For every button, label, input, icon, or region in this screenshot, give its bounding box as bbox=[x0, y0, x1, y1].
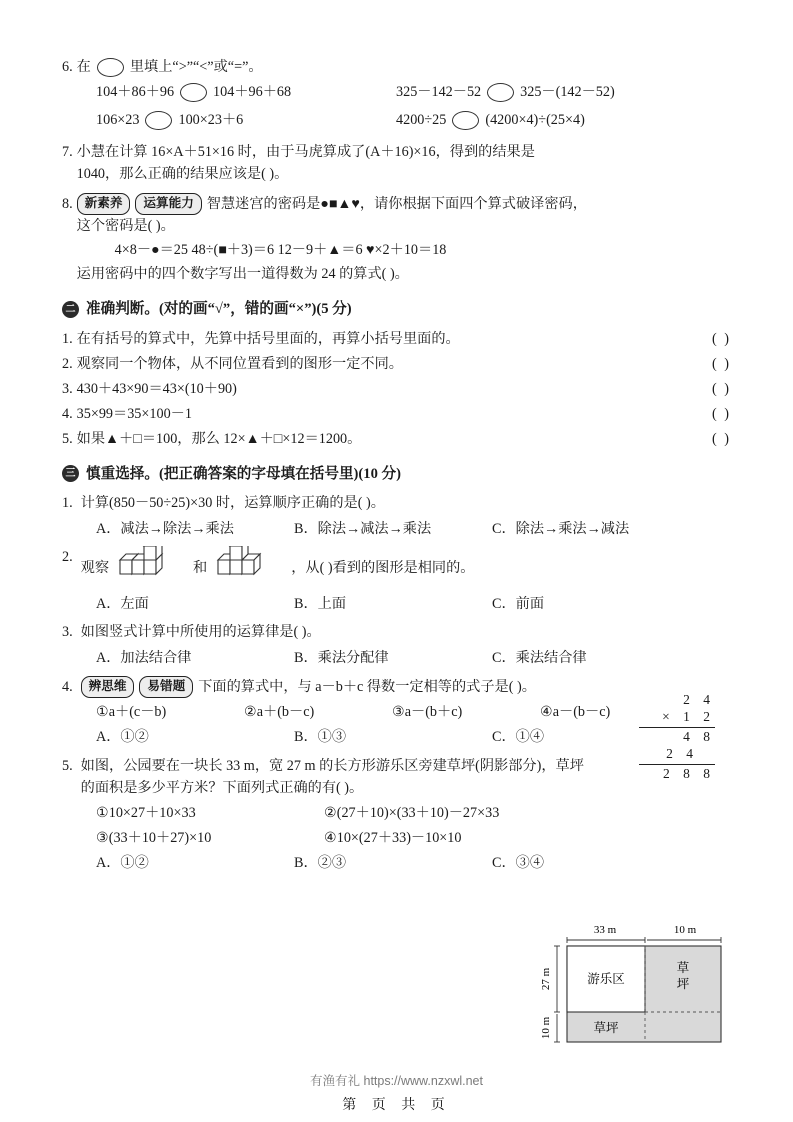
badge-discern-thinking: 辨思维 bbox=[81, 676, 135, 698]
question-7-number: 7. bbox=[62, 144, 73, 160]
judge-item bbox=[62, 378, 731, 400]
expr-left-b: 100×23＋6 bbox=[178, 112, 244, 128]
question-7 bbox=[62, 141, 731, 185]
item-number: 1. bbox=[62, 495, 73, 512]
svg-text:游乐区: 游乐区 bbox=[587, 972, 625, 986]
item-text: 如果▲＋□＝100，那么 12×▲＋□×12＝1200。 bbox=[76, 430, 362, 447]
item-text: 在有括号的算式中，先算中括号里面的，再算小括号里面的。 bbox=[76, 330, 460, 347]
question-stem[interactable]: 如图竖式计算中所使用的运算律是( )。 bbox=[80, 624, 321, 641]
expr-right-b: (4200×4)÷(25×4) bbox=[485, 112, 585, 128]
badge-computation-ability: 运算能力 bbox=[135, 193, 201, 215]
option-c[interactable]: C．①④ bbox=[492, 729, 545, 746]
section-3-title: 慎重选择。(把正确答案的字母填在括号里)(10 分) bbox=[86, 465, 401, 482]
choice-question-2 bbox=[62, 546, 731, 615]
options-row bbox=[62, 647, 731, 669]
vmul-line-2: × 1 2 bbox=[662, 708, 715, 724]
choice-question-1 bbox=[62, 492, 731, 540]
expr-right-a: 4200÷25 bbox=[396, 112, 447, 128]
section-2-items bbox=[62, 328, 731, 450]
question-7-line2[interactable]: 1040，那么正确的结果应该是( )。 bbox=[76, 166, 289, 182]
answer-parentheses[interactable]: ( ) bbox=[712, 355, 731, 372]
page-footer: 第 页 共 页 bbox=[342, 1098, 451, 1113]
option-b[interactable]: B．除法→减法→乘法 bbox=[294, 521, 432, 538]
option-a[interactable]: A．①② bbox=[96, 729, 149, 746]
choice-2: ②(27＋10)×(33＋10)－27×33 bbox=[324, 805, 500, 822]
answer-circle[interactable] bbox=[97, 58, 124, 77]
expr-right-b: 325－(142－52) bbox=[520, 84, 615, 100]
question-8 bbox=[62, 193, 731, 285]
question-8-line1: 智慧迷宫的密码是●■▲♥，请你根据下面四个算式破译密码， bbox=[206, 196, 587, 212]
section-2-title: 准确判断。(对的画“√”，错的画“×”)(5 分) bbox=[86, 301, 352, 317]
question-6-number: 6. bbox=[62, 59, 73, 75]
item-number: 3. bbox=[62, 624, 73, 641]
question-6-row-1 bbox=[96, 109, 731, 131]
question-6-text: 在 bbox=[76, 59, 91, 75]
options-row bbox=[62, 518, 731, 540]
question-stem-part-b: 和 bbox=[193, 559, 208, 576]
judge-item bbox=[62, 328, 731, 350]
item-number: 2. bbox=[62, 355, 73, 372]
expression-choices bbox=[62, 827, 731, 849]
judge-item bbox=[62, 403, 731, 425]
item-number: 2. bbox=[62, 549, 73, 566]
item-number: 1. bbox=[62, 330, 73, 347]
option-b[interactable]: B．②③ bbox=[294, 855, 347, 872]
section-2-marker: 二 bbox=[62, 301, 79, 318]
svg-text:坪: 坪 bbox=[676, 977, 690, 991]
question-7-line1: 小慧在计算 16×A＋51×16 时，由于马虎算成了(A＋16)×16，得到的结果是 bbox=[76, 144, 535, 160]
vmul-line-1: 2 4 bbox=[683, 692, 715, 707]
question-8-equations: 4×8－●＝25 48÷(■＋3)＝6 12－9＋▲＝6 ♥×2＋10＝18 bbox=[114, 242, 447, 258]
svg-text:草: 草 bbox=[676, 961, 690, 975]
option-c[interactable]: C．乘法结合律 bbox=[492, 650, 587, 667]
answer-parentheses[interactable]: ( ) bbox=[712, 330, 731, 347]
question-8-line2[interactable]: 这个密码是( )。 bbox=[76, 218, 175, 234]
expr-left-b: 104＋96＋68 bbox=[213, 84, 292, 100]
choice-1: ①a＋(c－b) bbox=[96, 704, 167, 721]
vmul-line-4: 2 4 bbox=[666, 745, 698, 761]
question-8-line3[interactable]: 运用密码中的四个数字写出一道得数为 24 的算式( )。 bbox=[76, 266, 409, 282]
section-2-header bbox=[62, 298, 731, 321]
option-c[interactable]: C．前面 bbox=[492, 596, 545, 613]
question-stem[interactable]: 下面的算式中，与 a－b＋c 得数一定相等的式子是( )。 bbox=[198, 679, 536, 696]
question-8-number: 8. bbox=[62, 196, 73, 212]
answer-circle[interactable] bbox=[180, 83, 207, 102]
badge-error-prone: 易错题 bbox=[139, 676, 193, 698]
vmul-line-5: 2 8 8 bbox=[663, 765, 715, 781]
choice-4: ④a－(b－c) bbox=[540, 704, 611, 721]
option-a[interactable]: A．左面 bbox=[96, 596, 149, 613]
item-number: 5. bbox=[62, 758, 73, 775]
expr-left-a: 104＋86＋96 bbox=[96, 84, 175, 100]
svg-text:33 m: 33 m bbox=[593, 924, 617, 936]
watermark: 有渔有礼 https://www.nzxwl.net bbox=[310, 1074, 483, 1088]
option-b[interactable]: B．上面 bbox=[294, 596, 347, 613]
answer-circle[interactable] bbox=[487, 83, 514, 102]
svg-text:草坪: 草坪 bbox=[593, 1021, 619, 1035]
choice-2: ②a＋(b－c) bbox=[244, 704, 315, 721]
expression-choices bbox=[62, 802, 731, 824]
option-b[interactable]: B．①③ bbox=[294, 729, 347, 746]
item-number: 4. bbox=[62, 679, 73, 696]
option-b[interactable]: B．乘法分配律 bbox=[294, 650, 389, 667]
item-text: 430＋43×90＝43×(10＋90) bbox=[76, 380, 237, 397]
option-a[interactable]: A．减法→除法→乘法 bbox=[96, 521, 234, 538]
item-number: 5. bbox=[62, 430, 73, 447]
choice-3: ③(33＋10＋27)×10 bbox=[96, 830, 212, 847]
answer-circle[interactable] bbox=[452, 111, 479, 130]
vmul-line-3: 4 8 bbox=[683, 728, 715, 744]
answer-parentheses[interactable]: ( ) bbox=[712, 405, 731, 422]
section-3-marker: 三 bbox=[62, 465, 79, 482]
badge-new-literacy: 新素养 bbox=[77, 193, 131, 215]
question-stem-line2[interactable]: 的面积是多少平方米？下面列式正确的有( )。 bbox=[80, 780, 364, 797]
item-text: 35×99＝35×100－1 bbox=[76, 405, 192, 422]
section-3-header bbox=[62, 463, 731, 486]
option-c[interactable]: C．除法→乘法→减法 bbox=[492, 521, 630, 538]
question-stem-part-a: 观察 bbox=[80, 559, 110, 576]
question-stem-line1: 如图，公园要在一块长 33 m，宽 27 m 的长方形游乐区旁建草坪(阴影部分)，草坪 bbox=[80, 758, 584, 775]
expr-right-a: 325－142－52 bbox=[396, 84, 482, 100]
question-stem[interactable]: 计算(850－50÷25)×30 时，运算顺序正确的是( )。 bbox=[80, 495, 385, 512]
item-number: 3. bbox=[62, 380, 73, 397]
park-diagram bbox=[535, 922, 735, 1054]
vertical-multiplication-figure bbox=[615, 692, 715, 782]
expr-left-a: 106×23 bbox=[96, 112, 140, 128]
question-6 bbox=[62, 56, 731, 131]
question-stem-part-c[interactable]: ，从( )看到的图形是相同的。 bbox=[291, 559, 475, 576]
answer-parentheses[interactable]: ( ) bbox=[712, 380, 731, 397]
option-a[interactable]: A．①② bbox=[96, 855, 149, 872]
item-text: 观察同一个物体，从不同位置看到的图形一定不同。 bbox=[76, 355, 403, 372]
item-number: 4. bbox=[62, 405, 73, 422]
choice-1: ①10×27＋10×33 bbox=[96, 805, 196, 822]
judge-item bbox=[62, 428, 731, 450]
answer-circle[interactable] bbox=[145, 111, 172, 130]
svg-text:27 m: 27 m bbox=[540, 967, 552, 991]
judge-item bbox=[62, 353, 731, 375]
question-6-text2: 里填上“>”“<”或“=”。 bbox=[129, 59, 263, 75]
option-c[interactable]: C．③④ bbox=[492, 855, 545, 872]
svg-text:10 m: 10 m bbox=[540, 1016, 552, 1040]
options-row bbox=[62, 852, 731, 874]
answer-parentheses[interactable]: ( ) bbox=[712, 430, 731, 447]
options-row bbox=[62, 593, 731, 615]
cube-figure-right bbox=[212, 546, 286, 589]
svg-text:10 m: 10 m bbox=[673, 924, 697, 936]
option-a[interactable]: A．加法结合律 bbox=[96, 650, 192, 667]
question-6-rows bbox=[62, 81, 731, 131]
choice-3: ③a－(b＋c) bbox=[392, 704, 463, 721]
question-6-row-0 bbox=[96, 81, 731, 103]
choice-4: ④10×(27＋33)－10×10 bbox=[324, 830, 462, 847]
cube-figure-left bbox=[114, 546, 188, 589]
choice-question-3 bbox=[62, 621, 731, 669]
